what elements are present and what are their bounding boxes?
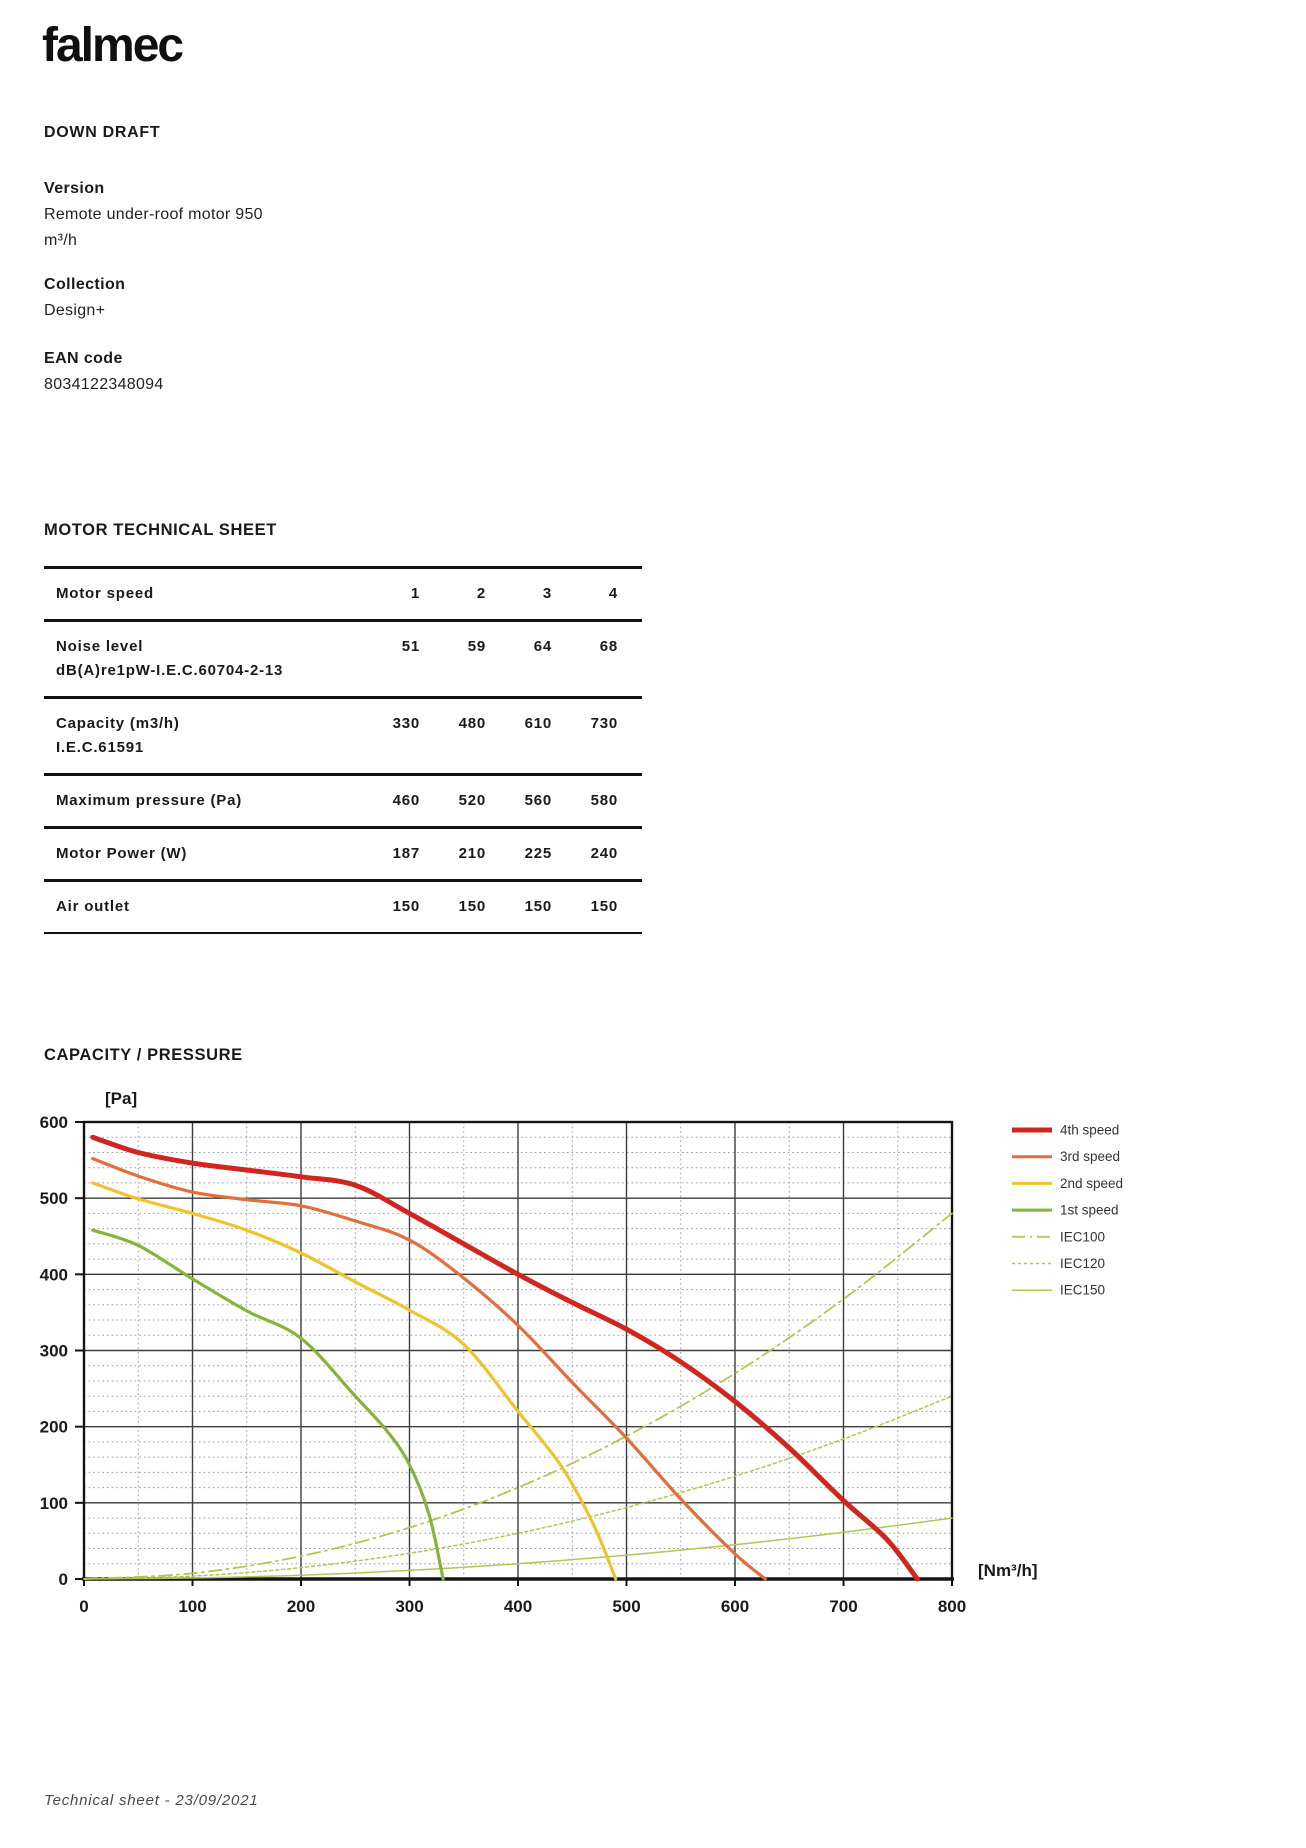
x-tick-label: 500: [612, 1597, 641, 1616]
row-value: 2: [476, 585, 486, 602]
table-row: [44, 776, 642, 829]
row-sublabel: I.E.C.61591: [56, 739, 145, 756]
row-value: 610: [524, 715, 552, 732]
x-tick-label: 200: [286, 1597, 316, 1616]
y-tick-label: 200: [39, 1417, 68, 1437]
legend-label: 4th speed: [1060, 1122, 1120, 1138]
version-value: Remote under-roof motor 950 m³/h: [44, 206, 263, 249]
version-field: [44, 176, 294, 254]
curve-1st-speed: [93, 1230, 443, 1579]
row-value: 150: [524, 898, 552, 915]
y-tick-label: 600: [39, 1113, 68, 1132]
row-value: 150: [458, 898, 486, 915]
row-value: 68: [599, 638, 618, 655]
x-tick-label: 700: [829, 1597, 858, 1616]
legend-label: 3rd speed: [1060, 1149, 1121, 1165]
product-title: DOWN DRAFT: [44, 124, 161, 141]
row-label: Capacity (m3/h): [56, 715, 180, 732]
row-value: 520: [458, 792, 486, 809]
y-tick-label: 400: [39, 1265, 68, 1285]
row-value: 480: [458, 715, 486, 732]
x-axis-unit-label: [Nm³/h]: [978, 1561, 1038, 1580]
motor-table-title: MOTOR TECHNICAL SHEET: [44, 521, 277, 539]
row-value: 730: [590, 715, 618, 732]
legend-label: IEC150: [1060, 1282, 1106, 1298]
row-value: 51: [401, 638, 420, 655]
row-value: 240: [590, 845, 618, 862]
y-tick-label: 300: [39, 1341, 68, 1361]
y-tick-label: 100: [39, 1493, 68, 1513]
collection-label: Collection: [44, 276, 126, 293]
row-value: 59: [467, 638, 486, 655]
table-row: [44, 829, 642, 882]
row-value: 580: [590, 792, 618, 809]
motor-table: [44, 566, 642, 934]
version-label: Version: [44, 180, 105, 197]
row-value: 150: [392, 898, 420, 915]
legend-label: 2nd speed: [1060, 1175, 1124, 1191]
x-tick-label: 600: [720, 1597, 750, 1616]
curve-2nd-speed: [93, 1183, 616, 1579]
ean-label: EAN code: [44, 350, 123, 367]
y-tick-label: 500: [39, 1189, 68, 1209]
table-row: [44, 699, 642, 776]
row-value: 330: [392, 715, 420, 732]
x-tick-label: 400: [503, 1597, 533, 1616]
chart-title: CAPACITY / PRESSURE: [44, 1046, 243, 1064]
legend-label: 1st speed: [1060, 1202, 1119, 1218]
legend-label: IEC120: [1060, 1256, 1106, 1271]
row-value: 560: [524, 792, 552, 809]
row-sublabel: dB(A)re1pW-I.E.C.60704-2-13: [56, 662, 284, 679]
legend-label: IEC100: [1060, 1229, 1106, 1245]
table-row: [44, 882, 642, 934]
falmec-logo: falmec: [42, 19, 183, 72]
row-value: 64: [533, 638, 552, 655]
row-label: Air outlet: [56, 898, 130, 915]
x-tick-label: 800: [937, 1597, 967, 1616]
ean-value: 8034122348094: [44, 376, 164, 393]
row-value: 210: [458, 845, 486, 862]
row-value: 3: [542, 585, 552, 602]
ean-field: [44, 346, 164, 398]
capacity-pressure-chart: [30, 1088, 1190, 1648]
y-tick-label: 0: [58, 1570, 68, 1589]
row-value: 187: [392, 845, 420, 862]
collection-value: Design+: [44, 302, 106, 319]
row-label: Maximum pressure (Pa): [56, 792, 243, 809]
table-row: [44, 569, 642, 622]
table-row: [44, 622, 642, 699]
x-tick-label: 300: [395, 1597, 424, 1616]
curve-4th-speed: [93, 1137, 918, 1579]
row-label: Motor speed: [56, 585, 154, 602]
row-value: 225: [524, 845, 552, 862]
row-label: Motor Power (W): [56, 845, 188, 862]
row-value: 1: [410, 585, 420, 602]
x-tick-label: 100: [178, 1597, 207, 1616]
footer-text: Technical sheet - 23/09/2021: [44, 1792, 259, 1809]
row-value: 150: [590, 898, 618, 915]
collection-field: [44, 272, 125, 324]
row-label: Noise level: [56, 638, 144, 655]
row-value: 460: [392, 792, 420, 809]
y-axis-unit-label: [Pa]: [105, 1089, 138, 1108]
x-tick-label: 0: [79, 1597, 89, 1616]
row-value: 4: [608, 585, 618, 602]
